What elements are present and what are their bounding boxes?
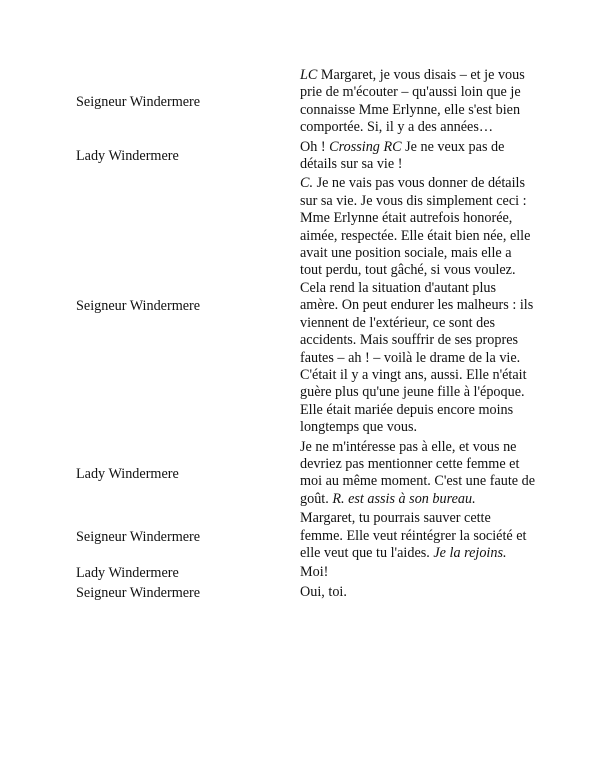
dialogue-row [76, 510, 536, 564]
stage-direction: LC [300, 67, 318, 83]
dialogue-row [76, 439, 536, 511]
speaker-name: Seigneur Windermere [76, 94, 201, 111]
stage-direction: Crossing RC [329, 138, 402, 155]
speaker-name: Lady Windermere [76, 465, 179, 482]
dialogue-line [300, 175, 536, 438]
dialogue-text: Margaret, tu pourrais sauver cette femme. Elle veut réintégrer la société et elle veut que tu l'aides. [300, 510, 527, 561]
stage-direction: Je la rejoins. [433, 544, 507, 561]
speaker-name: Seigneur Windermere [76, 298, 201, 315]
speaker-name: Seigneur Windermere [76, 528, 201, 545]
dialogue-row [76, 564, 536, 583]
dialogue-line [300, 67, 536, 139]
stage-direction: R. est assis à son bureau. [332, 490, 476, 507]
dialogue-text: Je ne vais pas vous donner de détails sur sa vie. Je vous dis simplement ceci : Mme Erlynne était autrefois honorée, aimée, respectée. Elle était bien née, elle avait une position sociale, mais elle a tout perdu, tout gâché, si vous voulez. Cela rend la situation d'autant plus amère. On peut endurer les malheurs : ils viennent de l'extérieur, ce sont des accidents. Mais souffrir de ses propres fautes – ah ! – voilà le drame de la vie. C'était il y a vingt ans, aussi. Elle n'était guère plus qu'une jeune fille à l'époque. Elle était mariée depuis encore moins longtemps que vous. [300, 175, 534, 436]
dialogue-text: Je ne m'intéresse pas à elle, et vous ne devriez pas mentionner cette femme et moi au même moment. C'est une faute de goût. [300, 438, 536, 507]
dialogue-text: Oh ! [300, 138, 330, 155]
speaker-name: Seigneur Windermere [76, 584, 201, 601]
dialogue-text: Moi! [300, 564, 329, 581]
stage-direction: C. [300, 175, 314, 192]
speaker-name: Lady Windermere [76, 565, 179, 582]
dialogue-line [300, 139, 536, 176]
dialogue-line [300, 584, 536, 603]
speaker-name: Lady Windermere [76, 148, 179, 165]
dialogue-text: Margaret, je vous disais – et je vous prie de m'écouter – qu'aussi loin que je connaisse Mme Erlynne, elle s'est bien comportée. Si, il y a des années… [300, 67, 525, 136]
dialogue-line [300, 439, 536, 511]
dialogue-row [76, 139, 536, 176]
dialogue-line [300, 564, 536, 583]
dialogue-line [300, 510, 536, 564]
dialogue-row [76, 584, 536, 603]
script-table [76, 67, 536, 603]
dialogue-row [76, 67, 536, 139]
dialogue-row [76, 175, 536, 438]
dialogue-text: Oui, toi. [300, 583, 347, 600]
dialogue-text: Je ne veux pas de détails sur sa vie ! [300, 138, 505, 173]
